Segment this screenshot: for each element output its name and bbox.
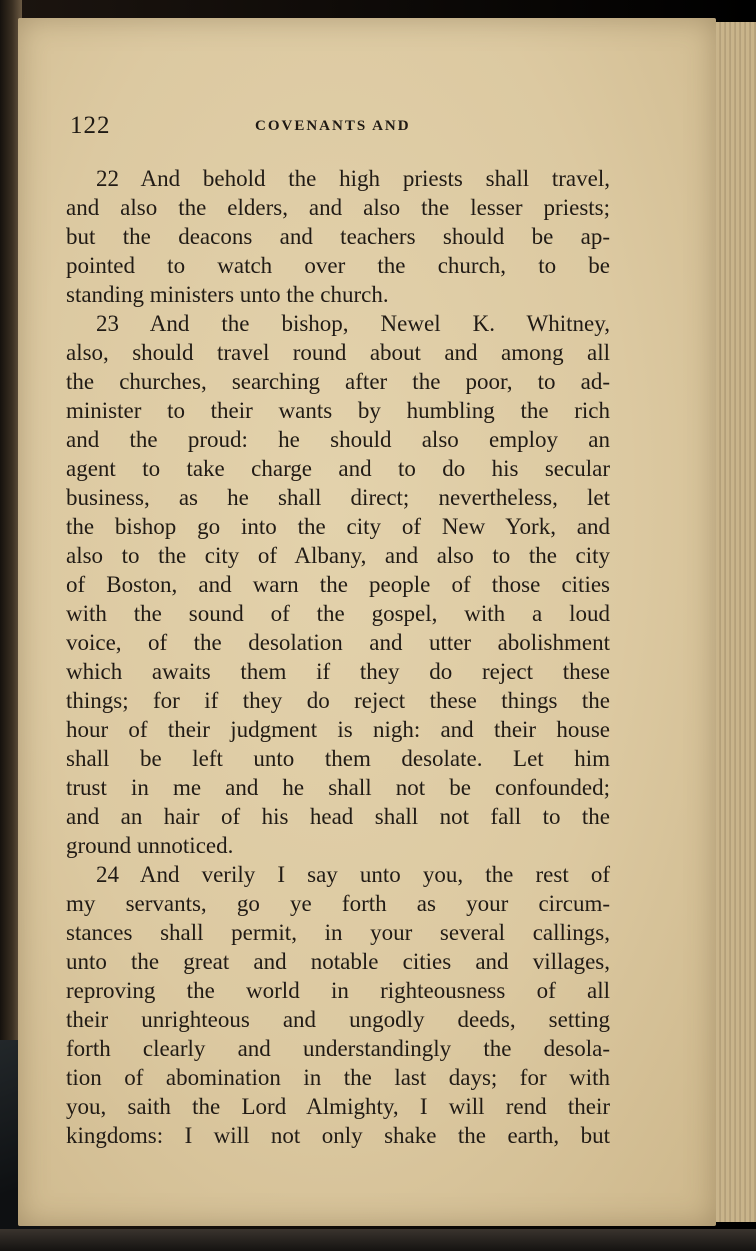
body-text xyxy=(66,164,610,1150)
text-line: stances shall permit, in your several callings, xyxy=(66,920,610,945)
text-line: agent to take charge and to do his secular xyxy=(66,456,610,481)
scan-bottom-edge xyxy=(0,1229,756,1251)
text-line: reproving the world in righteousness of all xyxy=(66,978,610,1003)
text-line: and an hair of his head shall not fall to the xyxy=(66,804,610,829)
page-header xyxy=(70,112,618,148)
text-line: unto the great and notable cities and villages, xyxy=(66,949,610,974)
text-line: pointed to watch over the church, to be xyxy=(66,253,610,278)
text-line: with the sound of the gospel, with a loud xyxy=(66,601,610,626)
text-line: forth clearly and understandingly the desola- xyxy=(66,1036,610,1061)
text-line: also, should travel round about and among all xyxy=(66,340,610,365)
running-head: COVENANTS AND xyxy=(255,118,411,134)
text-line: business, as he shall direct; nevertheless, let xyxy=(66,485,610,510)
text-line: also to the city of Albany, and also to the city xyxy=(66,543,610,568)
text-line: and the proud: he should also employ an xyxy=(66,427,610,452)
text-line: 23 And the bishop, Newel K. Whitney, xyxy=(96,311,610,336)
text-line: things; for if they do reject these things the xyxy=(66,688,610,713)
text-line: my servants, go ye forth as your circum- xyxy=(66,891,610,916)
text-line: hour of their judgment is nigh: and their house xyxy=(66,717,610,742)
text-line: 24 And verily I say unto you, the rest of xyxy=(96,862,610,887)
text-line: shall be left unto them desolate. Let him xyxy=(66,746,610,771)
text-line: trust in me and he shall not be confounded; xyxy=(66,775,610,800)
text-line: their unrighteous and ungodly deeds, setting xyxy=(66,1007,610,1032)
text-line: the churches, searching after the poor, to ad- xyxy=(66,369,610,394)
text-line: but the deacons and teachers should be ap- xyxy=(66,224,610,249)
text-line: 22 And behold the high priests shall travel, xyxy=(96,166,610,191)
text-line: the bishop go into the city of New York, and xyxy=(66,514,610,539)
text-line: minister to their wants by humbling the rich xyxy=(66,398,610,423)
text-line: which awaits them if they do reject these xyxy=(66,659,610,684)
page-number: 122 xyxy=(70,112,111,139)
text-line: voice, of the desolation and utter abolishment xyxy=(66,630,610,655)
text-line: ground unnoticed. xyxy=(66,833,234,858)
text-line: kingdoms: I will not only shake the earth, but xyxy=(66,1123,610,1148)
text-line: of Boston, and warn the people of those cities xyxy=(66,572,610,597)
text-line: standing ministers unto the church. xyxy=(66,282,389,307)
text-line: you, saith the Lord Almighty, I will rend their xyxy=(66,1094,610,1119)
text-line: and also the elders, and also the lesser priests; xyxy=(66,195,610,220)
text-line: tion of abomination in the last days; for with xyxy=(66,1065,610,1090)
page-edges-stack xyxy=(710,22,756,1222)
